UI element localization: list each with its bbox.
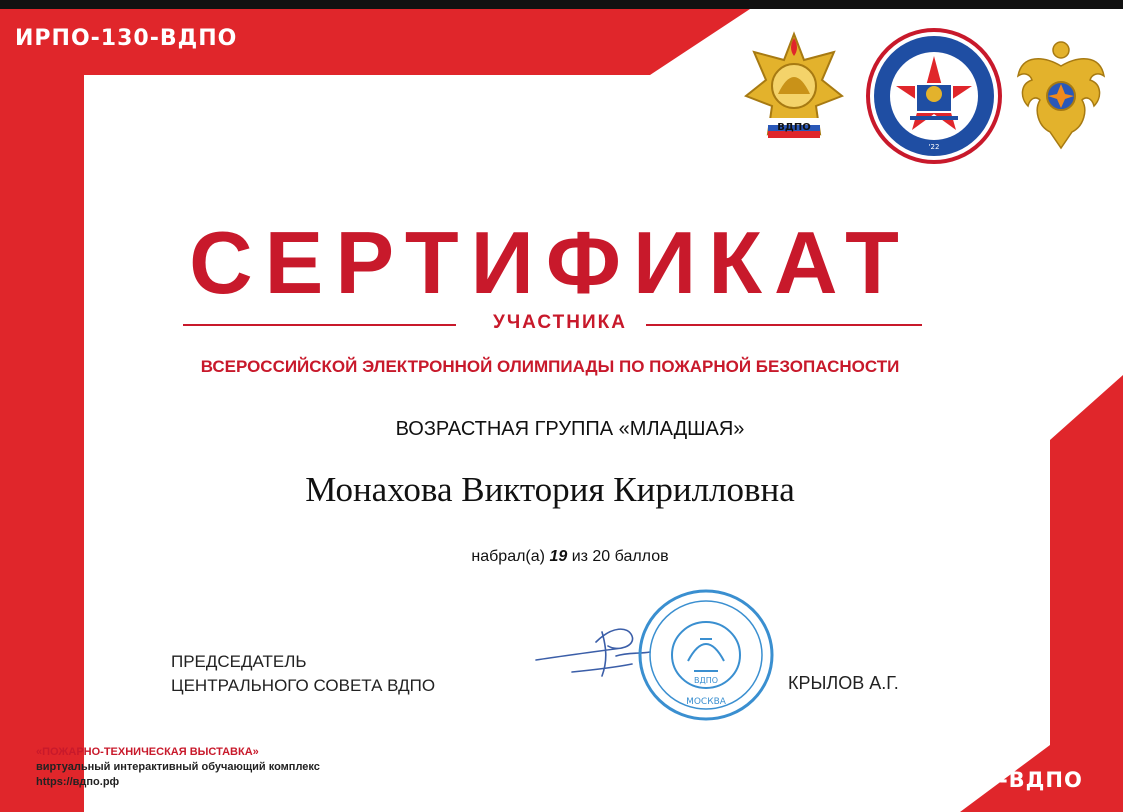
age-group: ВОЗРАСТНАЯ ГРУППА «МЛАДШАЯ» (395, 418, 745, 440)
score-suffix: из 20 баллов (571, 548, 669, 565)
olympiad-name: ВСЕРОССИЙСКОЙ ЭЛЕКТРОННОЙ ОЛИМПИАДЫ ПО ПОЖАРНОЙ БЕЗОПАСНОСТИ (200, 357, 900, 376)
svg-text:ВДПО: ВДПО (693, 676, 719, 685)
brand-logo-top: ИРПО-130-ВДПО (15, 26, 238, 51)
svg-text:ВДПО: ВДПО (777, 122, 811, 133)
score-line (380, 548, 760, 566)
participant-name: Монахова Виктория Кирилловна (305, 470, 795, 509)
score-value: 19 (549, 548, 568, 565)
signatory-title-line1: ПРЕДСЕДАТЕЛЬ (171, 652, 307, 671)
exhibition-name: «ПОЖАРНО-ТЕХНИЧЕСКАЯ ВЫСТАВКА» (36, 746, 259, 758)
vdpo-emblem (742, 30, 846, 150)
title-divider-left (183, 324, 456, 326)
official-stamp (636, 587, 776, 723)
signer-name: КРЫЛОВ А.Г. (788, 673, 899, 693)
score-prefix: набрал(а) (471, 548, 545, 565)
website-link[interactable]: https://вдпо.рф (36, 776, 120, 788)
title-divider-right (646, 324, 922, 326)
exhibition-description: виртуальный интерактивный обучающий комплекс (36, 761, 320, 773)
certificate-subtitle: УЧАСТНИКА (493, 312, 627, 333)
signatory-title-line2: ЦЕНТРАЛЬНОГО СОВЕТА ВДПО (171, 676, 436, 695)
svg-text:МОСКВА: МОСКВА (686, 697, 726, 707)
certificate-title: СЕРТИФИКАТ (189, 213, 911, 312)
olympiad-emblem (866, 28, 1002, 164)
svg-text:'22: '22 (928, 143, 940, 151)
top-dark-strip (0, 0, 1123, 9)
brand-logo-bottom: ИРПО-130-ВДПО (870, 768, 1083, 792)
mchs-emblem (1014, 36, 1108, 154)
